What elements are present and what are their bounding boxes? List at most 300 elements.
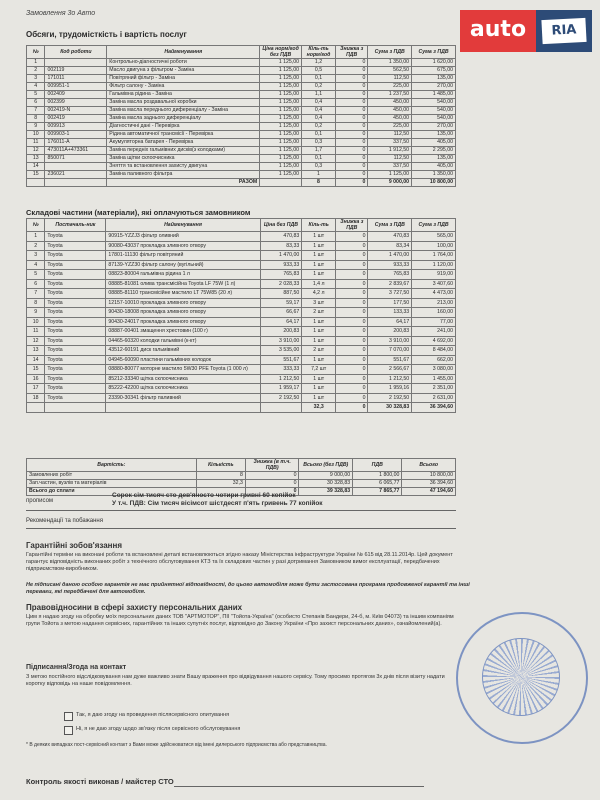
grand-total-cell: 7 865,77 [353,488,402,496]
table-cell: 933,33 [260,260,302,270]
table-cell: 7,2 шт [302,365,336,375]
table-cell: 0 [335,155,367,163]
table-cell: 10 800,00 [402,472,456,480]
table-cell: 90915-YZZJ3 фільтр оливний [106,232,260,242]
table-cell: Toyota [45,317,106,327]
table-cell: 450,00 [368,99,412,107]
table-cell: Заміна масла заднього диференціалу [107,115,260,123]
table-cell: Заміна масла роздавальної коробки [107,99,260,107]
table-cell: 30 328,83 [299,480,353,488]
service-row [27,139,456,147]
table-cell: 2 192,50 [260,393,302,403]
table-cell: 1 470,00 [260,251,302,261]
footer-note: * В деяких випадках пост-сервісний контакт з Вами може здійснюватися від імені дилерського підприємства або представництва. [26,742,327,748]
column-header: Сума з ПДВ [412,219,456,232]
table-cell: 1 125,00 [368,171,412,179]
table-cell: 85222-42200 щітка склоочисника [106,384,260,394]
table-cell: Toyota [45,327,106,337]
table-cell: 0 [335,59,367,67]
table-cell: 225,00 [368,83,412,91]
table-cell: 009951-1 [45,83,107,91]
table-cell: 1 470,00 [368,251,412,261]
table-cell: 1 959,16 [368,384,412,394]
column-header: Кіль-ть норм/год [302,46,336,59]
part-row [27,355,456,365]
contact-text: З метою постійного відслідковування нам дуже важливо знати Вашу враження про відвідування нашого сервісу. Тому просимо протягом 3х днів після візиту надати коротку відповідь на наше повідомлення. [26,674,445,687]
table-cell: 85212-33340 щітка склоочисника [106,374,260,384]
table-cell: Заміна паливного фільтра [107,171,260,179]
table-cell: 0 [335,75,367,83]
table-cell: Toyota [45,355,106,365]
section2-title: Складові частини (матеріали), які оплачуються замовником [26,208,251,217]
table-cell: 1 350,00 [368,59,412,67]
part-row [27,241,456,251]
table-cell: 83,34 [368,241,412,251]
section1-title: Обсяги, трудомісткість і вартість послуг [26,30,187,39]
table-cell: 64,17 [368,317,412,327]
table-cell: 0,1 [302,155,336,163]
table-cell: 4,2 л [302,289,336,299]
part-row [27,260,456,270]
table-cell: Toyota [45,393,106,403]
part-row [27,279,456,289]
total-cell [106,403,260,413]
table-cell: Замовлених робіт [27,472,197,480]
table-cell: 0 [336,317,368,327]
table-cell: 112,50 [368,155,412,163]
table-cell: 04945-60090 пластини гальмівних колодок [106,355,260,365]
table-cell: 1,4 л [302,279,336,289]
table-cell: 0,1 [302,75,336,83]
table-cell: 1 455,00 [412,374,456,384]
table-cell: 241,00 [412,327,456,337]
table-cell: 10 [27,317,45,327]
table-cell [45,59,107,67]
table-cell: 919,00 [412,270,456,280]
table-cell: 2 шт [302,346,336,356]
table-cell: 1 212,50 [260,374,302,384]
table-cell: 135,00 [412,131,456,139]
table-cell: 1 шт [302,251,336,261]
table-cell: 0 [336,298,368,308]
table-cell: 540,00 [412,99,456,107]
table-cell: 2 631,00 [412,393,456,403]
column-header: Знижка з ПДВ [336,219,368,232]
table-cell: 1 125,00 [260,67,302,75]
table-cell: Масло двигуна з фільтром - Заміна [107,67,260,75]
table-cell: 0 [335,115,367,123]
table-cell: 1 [27,232,45,242]
table-cell: 6 [27,99,45,107]
table-cell: 1 125,00 [260,123,302,131]
table-cell: 1 125,00 [260,155,302,163]
table-cell: 83,33 [260,241,302,251]
total-cell: 9 000,00 [368,179,412,187]
service-row [27,163,456,171]
table-cell: 1 125,00 [260,75,302,83]
table-cell: 933,33 [368,260,412,270]
table-cell: Діагностичні дані - Перевірка [107,123,260,131]
table-cell: 551,67 [260,355,302,365]
table-cell: 2 295,00 [412,147,456,155]
parts-table [26,218,456,413]
table-cell: 450,00 [368,107,412,115]
vat-in-words: У т.ч. ПДВ: Сім тисяч вісімсот шістдесят п'ять гривень 77 копійок [112,500,323,507]
table-cell: 7 [27,289,45,299]
logo-part-ria-box [536,10,592,52]
table-cell: 176011-A [45,139,107,147]
table-cell: 200,83 [368,327,412,337]
column-header: № [27,46,45,59]
part-row [27,270,456,280]
table-cell: 0 [335,91,367,99]
table-cell: 0,3 [302,163,336,171]
table-cell: 0 [336,355,368,365]
table-cell: 12 [27,336,45,346]
table-cell: 0 [336,384,368,394]
column-header: Ціна норм/год без ПДВ [260,46,302,59]
table-cell: 5 [27,91,45,99]
table-cell: 135,00 [412,75,456,83]
table-cell: 009913 [45,123,107,131]
column-header: Ціна без ПДВ [260,219,302,232]
table-cell: Toyota [45,346,106,356]
table-cell: 662,00 [412,355,456,365]
table-cell: 2 351,00 [412,384,456,394]
total-cell: 36 394,60 [412,403,456,413]
consent-no-label: Ні, я не даю згоду щодо зв'язку після сервісного обслуговування [76,726,241,732]
table-cell: Зап.частин, вузлів та матеріалів [27,480,197,488]
table-cell: 2 839,67 [368,279,412,289]
parts-total-row [27,403,456,413]
table-cell: 1 959,17 [260,384,302,394]
table-cell: 8 [27,298,45,308]
amount-in-words: Сорок сім тисяч сто дев'яносто чотири гривні 60 копійок [112,492,296,499]
table-cell: 540,00 [412,115,456,123]
table-cell: 08885-81081 олива трансмісійна Toyota LF 75W (1 л) [106,279,260,289]
table-cell: 1 шт [302,374,336,384]
privacy-title: Правовідносини в сфері захисту персональних даних [26,603,243,612]
table-cell: 4 [27,260,45,270]
table-cell: 18 [27,393,45,403]
total-cell: 32,3 [302,403,336,413]
table-cell: 1,2 [302,59,336,67]
contact-title: Підписання/Згода на контакт [26,664,127,671]
table-cell: 90080-43037 прокладка зливного отвору [106,241,260,251]
table-cell: Заміна передніх гальмівних дисків(з колодками) [107,147,260,155]
divider [26,528,456,529]
in-words-label: прописом [26,498,54,504]
table-cell: 15 [27,365,45,375]
table-cell: 4 [27,83,45,91]
table-cell: 3 [27,75,45,83]
table-cell: 887,50 [260,289,302,299]
table-cell: 7 [27,107,45,115]
column-header: № [27,219,45,232]
table-cell: 0,4 [302,115,336,123]
divider [26,510,456,511]
table-cell: Toyota [45,336,106,346]
table-cell: 0 [335,67,367,75]
autoria-logo [460,10,592,52]
table-cell: 0 [336,241,368,251]
table-cell: 002119 [45,67,107,75]
total-cell [260,179,302,187]
column-header: Вартість: [27,459,197,472]
services-total-row [27,179,456,187]
table-cell: Заміна щітки склоочисника [107,155,260,163]
table-cell: 1 125,00 [260,171,302,179]
table-cell: Toyota [45,365,106,375]
table-cell: 1 шт [302,260,336,270]
table-cell: 3 535,00 [260,346,302,356]
totals-table [26,458,456,496]
table-cell: 0 [336,279,368,289]
table-cell: 0 [336,374,368,384]
table-cell: 160,00 [412,308,456,318]
table-cell: 562,50 [368,67,412,75]
column-header: Найменування [106,219,260,232]
table-cell: 133,33 [368,308,412,318]
table-cell: 8 [196,472,245,480]
table-cell: 0 [335,147,367,155]
table-cell: 17 [27,384,45,394]
table-cell: 1 125,00 [260,163,302,171]
table-cell: 2 192,50 [368,393,412,403]
part-row [27,289,456,299]
table-cell: Toyota [45,279,106,289]
table-cell: 0 [336,251,368,261]
total-cell: РАЗОМ [107,179,260,187]
total-cell [260,403,302,413]
table-cell: 1 125,00 [260,115,302,123]
table-cell: Toyota [45,374,106,384]
part-row [27,374,456,384]
service-order-document [4,0,596,800]
table-cell: 765,83 [260,270,302,280]
table-cell: 0,2 [302,123,336,131]
table-cell: 0 [335,107,367,115]
table-cell [45,163,107,171]
logo-part-auto: auto [460,10,536,52]
table-cell: 6 [27,279,45,289]
table-cell: 1 125,00 [260,139,302,147]
table-cell: 8 484,00 [412,346,456,356]
table-cell: 5 [27,270,45,280]
part-row [27,317,456,327]
table-cell: 08885-81110 трансмісійне мастило LT 75W85 (20 л) [106,289,260,299]
table-cell: Toyota [45,260,106,270]
service-row [27,91,456,99]
column-header: Знижка з ПДВ [335,46,367,59]
table-cell: 90430-18008 прокладка зливного отвору [106,308,260,318]
table-cell: 177,50 [368,298,412,308]
table-cell: 0,1 [302,131,336,139]
part-row [27,365,456,375]
table-cell: 337,50 [368,163,412,171]
table-cell: 2 566,67 [368,365,412,375]
logo-part-ria: RIA [541,18,586,44]
table-cell: Toyota [45,270,106,280]
table-cell: 405,00 [412,139,456,147]
part-row [27,384,456,394]
part-row [27,346,456,356]
table-cell: 002419 [45,115,107,123]
total-cell: 10 800,00 [412,179,456,187]
table-cell: 3 910,00 [368,336,412,346]
warranty-text: Гарантійні терміни на виконані роботи та встановлені деталі встановлюються згідно наказу Міністерства інфраструктури України № 615 від 28.11.2014р. Цей документ гарантує відповідність виконаних робіт з технічного обслуговування КТЗ та їх складових частин у разі дотримання Замовником вимог експлуатації, передбачених підприємством-виробником. [26,552,453,572]
table-cell: 11 [27,327,45,337]
table-cell: 009903-1 [45,131,107,139]
table-cell: 8 [27,115,45,123]
total-cell [27,403,45,413]
part-row [27,327,456,337]
table-cell: 0,4 [302,99,336,107]
totals-table-header [27,459,456,472]
table-cell: 1 485,00 [412,91,456,99]
service-row [27,59,456,67]
table-cell: 1 [27,59,45,67]
table-cell: 87139-YZZ30 фільтр салону (вугільний) [106,260,260,270]
totals-row [27,480,456,488]
table-cell: 36 394,60 [402,480,456,488]
table-cell: 4 473,00 [412,289,456,299]
table-cell: 337,50 [368,139,412,147]
table-cell: 0 [336,289,368,299]
table-cell: Toyota [45,384,106,394]
part-row [27,298,456,308]
grand-total-cell: 47 194,60 [402,488,456,496]
recommendations-label: Рекомендації та побажання [26,518,103,524]
table-cell: Toyota [45,308,106,318]
table-cell: 1 125,00 [260,107,302,115]
header-note: Замовлення 3о Авто [26,10,96,17]
table-cell: 1 764,00 [412,251,456,261]
table-cell: 2 [27,67,45,75]
table-cell: 112,50 [368,131,412,139]
table-cell: 1 800,00 [353,472,402,480]
part-row [27,232,456,242]
table-cell: 0 [245,480,299,488]
table-cell: Рідина автоматичної трансмісії - Перевірка [107,131,260,139]
table-cell: 11 [27,139,45,147]
column-header: Сума з ПДВ [368,46,412,59]
column-header: Всього [402,459,456,472]
quality-control-title: Контроль якості виконав / майстер СТО [26,777,174,786]
service-row [27,147,456,155]
table-cell: 12 [27,147,45,155]
table-cell: 1 237,50 [368,91,412,99]
consent-no-checkbox[interactable] [64,726,73,735]
table-cell: Toyota [45,251,106,261]
table-cell: 16 [27,374,45,384]
signature-line [174,786,424,787]
table-cell: 1 125,00 [260,99,302,107]
table-cell: 1 125,00 [260,131,302,139]
table-cell: 1 620,00 [412,59,456,67]
table-cell: 64,17 [260,317,302,327]
table-cell: 9 [27,123,45,131]
table-cell: 0 [335,83,367,91]
table-cell: 0 [336,365,368,375]
total-cell [27,179,45,187]
table-cell: 1 шт [302,270,336,280]
consent-yes-label: Так, я даю згоду на проведення післясервісного опитування [76,712,230,718]
table-cell: 77,00 [412,317,456,327]
table-cell: 2 шт [302,308,336,318]
table-cell: 9 000,00 [299,472,353,480]
table-cell: 236021 [45,171,107,179]
table-cell: 1 шт [302,393,336,403]
consent-checkbox[interactable] [64,712,73,721]
table-cell: 3 080,00 [412,365,456,375]
table-cell: 0 [335,139,367,147]
table-cell: 1 125,00 [260,91,302,99]
column-header: ПДВ [353,459,402,472]
table-cell: 0 [335,123,367,131]
table-cell: 540,00 [412,107,456,115]
table-cell: 12157-10010 прокладка зливного отвору [106,298,260,308]
service-row [27,75,456,83]
service-row [27,107,456,115]
table-cell: 002409 [45,91,107,99]
total-cell: 0 [336,403,368,413]
table-cell: 13 [27,346,45,356]
table-cell: 112,50 [368,75,412,83]
part-row [27,336,456,346]
stamp-inner-pattern [482,638,560,716]
table-cell: Акумуляторна батарея - Перевірка [107,139,260,147]
table-cell: 2 [27,241,45,251]
table-cell: 0 [336,393,368,403]
table-cell: 10 [27,131,45,139]
column-header: Сума з ПДВ [412,46,456,59]
table-cell: 1 шт [302,241,336,251]
part-row [27,308,456,318]
table-cell: 1 912,50 [368,147,412,155]
table-cell: 0 [336,308,368,318]
warranty-note: Не підписані даною особою гарантія не має прийнятної відповідності, до цього автомобіля може бути застосована програма продовженої гарантії та інші переваги, які передбачені для автомобіля. [26,582,470,595]
table-cell: 1 шт [302,355,336,365]
table-cell: 0 [336,270,368,280]
column-header: Постачаль-ник [45,219,106,232]
column-header: Сума з ПДВ [368,219,412,232]
warranty-title: Гарантійні зобов'язання [26,541,123,550]
table-cell: 23390-30341 фільтр паливний [106,393,260,403]
table-cell: 2 028,33 [260,279,302,289]
column-header: Найменування [107,46,260,59]
table-cell: 270,00 [412,123,456,131]
table-cell: Фільтр салону - Заміна [107,83,260,91]
services-table-header [27,46,456,59]
table-cell: 002419-N [45,107,107,115]
table-cell: 200,83 [260,327,302,337]
part-row [27,251,456,261]
service-row [27,155,456,163]
table-cell: 213,00 [412,298,456,308]
table-cell: 0 [336,346,368,356]
table-cell: Гальмівна рідина - Заміна [107,91,260,99]
table-cell: 7 070,00 [368,346,412,356]
table-cell: 675,00 [412,67,456,75]
grand-total-label: Всього до сплати [27,488,197,496]
service-row [27,131,456,139]
table-cell: Контрольно-діагностичні роботи [107,59,260,67]
part-row [27,393,456,403]
company-stamp [456,612,588,744]
table-cell: 405,00 [412,163,456,171]
services-table [26,45,456,187]
